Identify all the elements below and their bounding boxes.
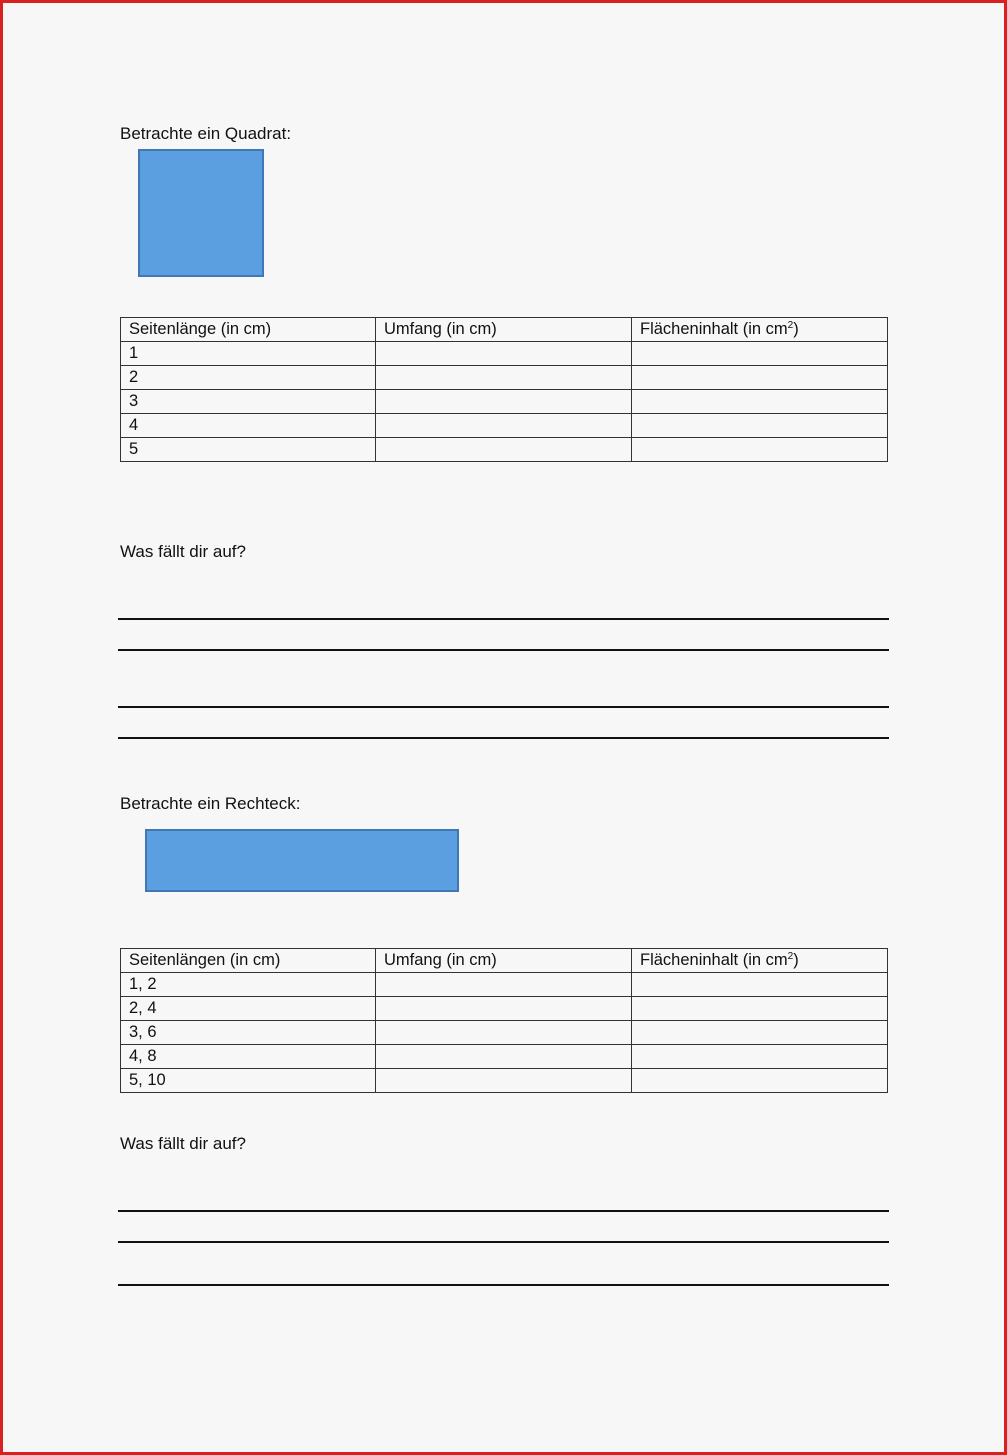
cell-side-length: 3 bbox=[121, 390, 376, 414]
square-shape bbox=[138, 149, 264, 277]
rectangle-question: Was fällt dir auf? bbox=[120, 1134, 246, 1153]
cell-side-length: 5 bbox=[121, 438, 376, 462]
header-area-text: Flächeninhalt (in cm bbox=[640, 320, 788, 338]
cell-perimeter[interactable] bbox=[376, 342, 632, 366]
table-row bbox=[121, 973, 888, 997]
cell-perimeter[interactable] bbox=[376, 438, 632, 462]
answer-line[interactable] bbox=[118, 737, 889, 739]
cell-area[interactable] bbox=[632, 390, 888, 414]
answer-line[interactable] bbox=[118, 1284, 889, 1286]
rectangle-heading: Betrachte ein Rechteck: bbox=[120, 794, 301, 813]
answer-line[interactable] bbox=[118, 618, 889, 620]
cell-side-length: 4 bbox=[121, 414, 376, 438]
cell-perimeter[interactable] bbox=[376, 414, 632, 438]
cell-perimeter[interactable] bbox=[376, 1069, 632, 1093]
cell-area[interactable] bbox=[632, 1069, 888, 1093]
cell-side-length: 2 bbox=[121, 366, 376, 390]
table-row bbox=[121, 390, 888, 414]
cell-area[interactable] bbox=[632, 438, 888, 462]
answer-line[interactable] bbox=[118, 706, 889, 708]
cell-side-lengths: 4, 8 bbox=[121, 1045, 376, 1069]
table-row bbox=[121, 1021, 888, 1045]
answer-line[interactable] bbox=[118, 649, 889, 651]
table-header-row bbox=[121, 318, 888, 342]
cell-side-lengths: 1, 2 bbox=[121, 973, 376, 997]
table-row bbox=[121, 438, 888, 462]
cell-perimeter[interactable] bbox=[376, 1045, 632, 1069]
cell-area[interactable] bbox=[632, 414, 888, 438]
rectangle-shape bbox=[145, 829, 459, 892]
header-area-exponent: 2 bbox=[787, 951, 794, 962]
cell-perimeter[interactable] bbox=[376, 1021, 632, 1045]
square-heading: Betrachte ein Quadrat: bbox=[120, 124, 292, 143]
header-area bbox=[632, 318, 888, 342]
cell-area[interactable] bbox=[632, 1045, 888, 1069]
header-area-text: Flächeninhalt (in cm bbox=[640, 951, 788, 969]
cell-side-lengths: 5, 10 bbox=[121, 1069, 376, 1093]
header-side-length: Seitenlänge (in cm) bbox=[121, 318, 376, 342]
cell-perimeter[interactable] bbox=[376, 997, 632, 1021]
header-area-exponent: 2 bbox=[787, 320, 794, 331]
cell-perimeter[interactable] bbox=[376, 366, 632, 390]
table-row bbox=[121, 414, 888, 438]
square-table bbox=[120, 317, 888, 462]
table-row bbox=[121, 1069, 888, 1093]
table-row bbox=[121, 997, 888, 1021]
table-header-row bbox=[121, 949, 888, 973]
table-row bbox=[121, 1045, 888, 1069]
cell-area[interactable] bbox=[632, 1021, 888, 1045]
cell-area[interactable] bbox=[632, 973, 888, 997]
header-area bbox=[632, 949, 888, 973]
cell-side-length: 1 bbox=[121, 342, 376, 366]
header-perimeter: Umfang (in cm) bbox=[376, 949, 632, 973]
cell-perimeter[interactable] bbox=[376, 390, 632, 414]
cell-side-lengths: 2, 4 bbox=[121, 997, 376, 1021]
rectangle-table bbox=[120, 948, 888, 1093]
answer-line[interactable] bbox=[118, 1241, 889, 1243]
cell-side-lengths: 3, 6 bbox=[121, 1021, 376, 1045]
cell-area[interactable] bbox=[632, 997, 888, 1021]
square-question: Was fällt dir auf? bbox=[120, 542, 246, 561]
header-perimeter: Umfang (in cm) bbox=[376, 318, 632, 342]
table-row bbox=[121, 342, 888, 366]
header-side-lengths: Seitenlängen (in cm) bbox=[121, 949, 376, 973]
cell-area[interactable] bbox=[632, 366, 888, 390]
answer-line[interactable] bbox=[118, 1210, 889, 1212]
header-area-close: ) bbox=[793, 951, 799, 969]
cell-area[interactable] bbox=[632, 342, 888, 366]
header-area-close: ) bbox=[793, 320, 799, 338]
cell-perimeter[interactable] bbox=[376, 973, 632, 997]
table-row bbox=[121, 366, 888, 390]
